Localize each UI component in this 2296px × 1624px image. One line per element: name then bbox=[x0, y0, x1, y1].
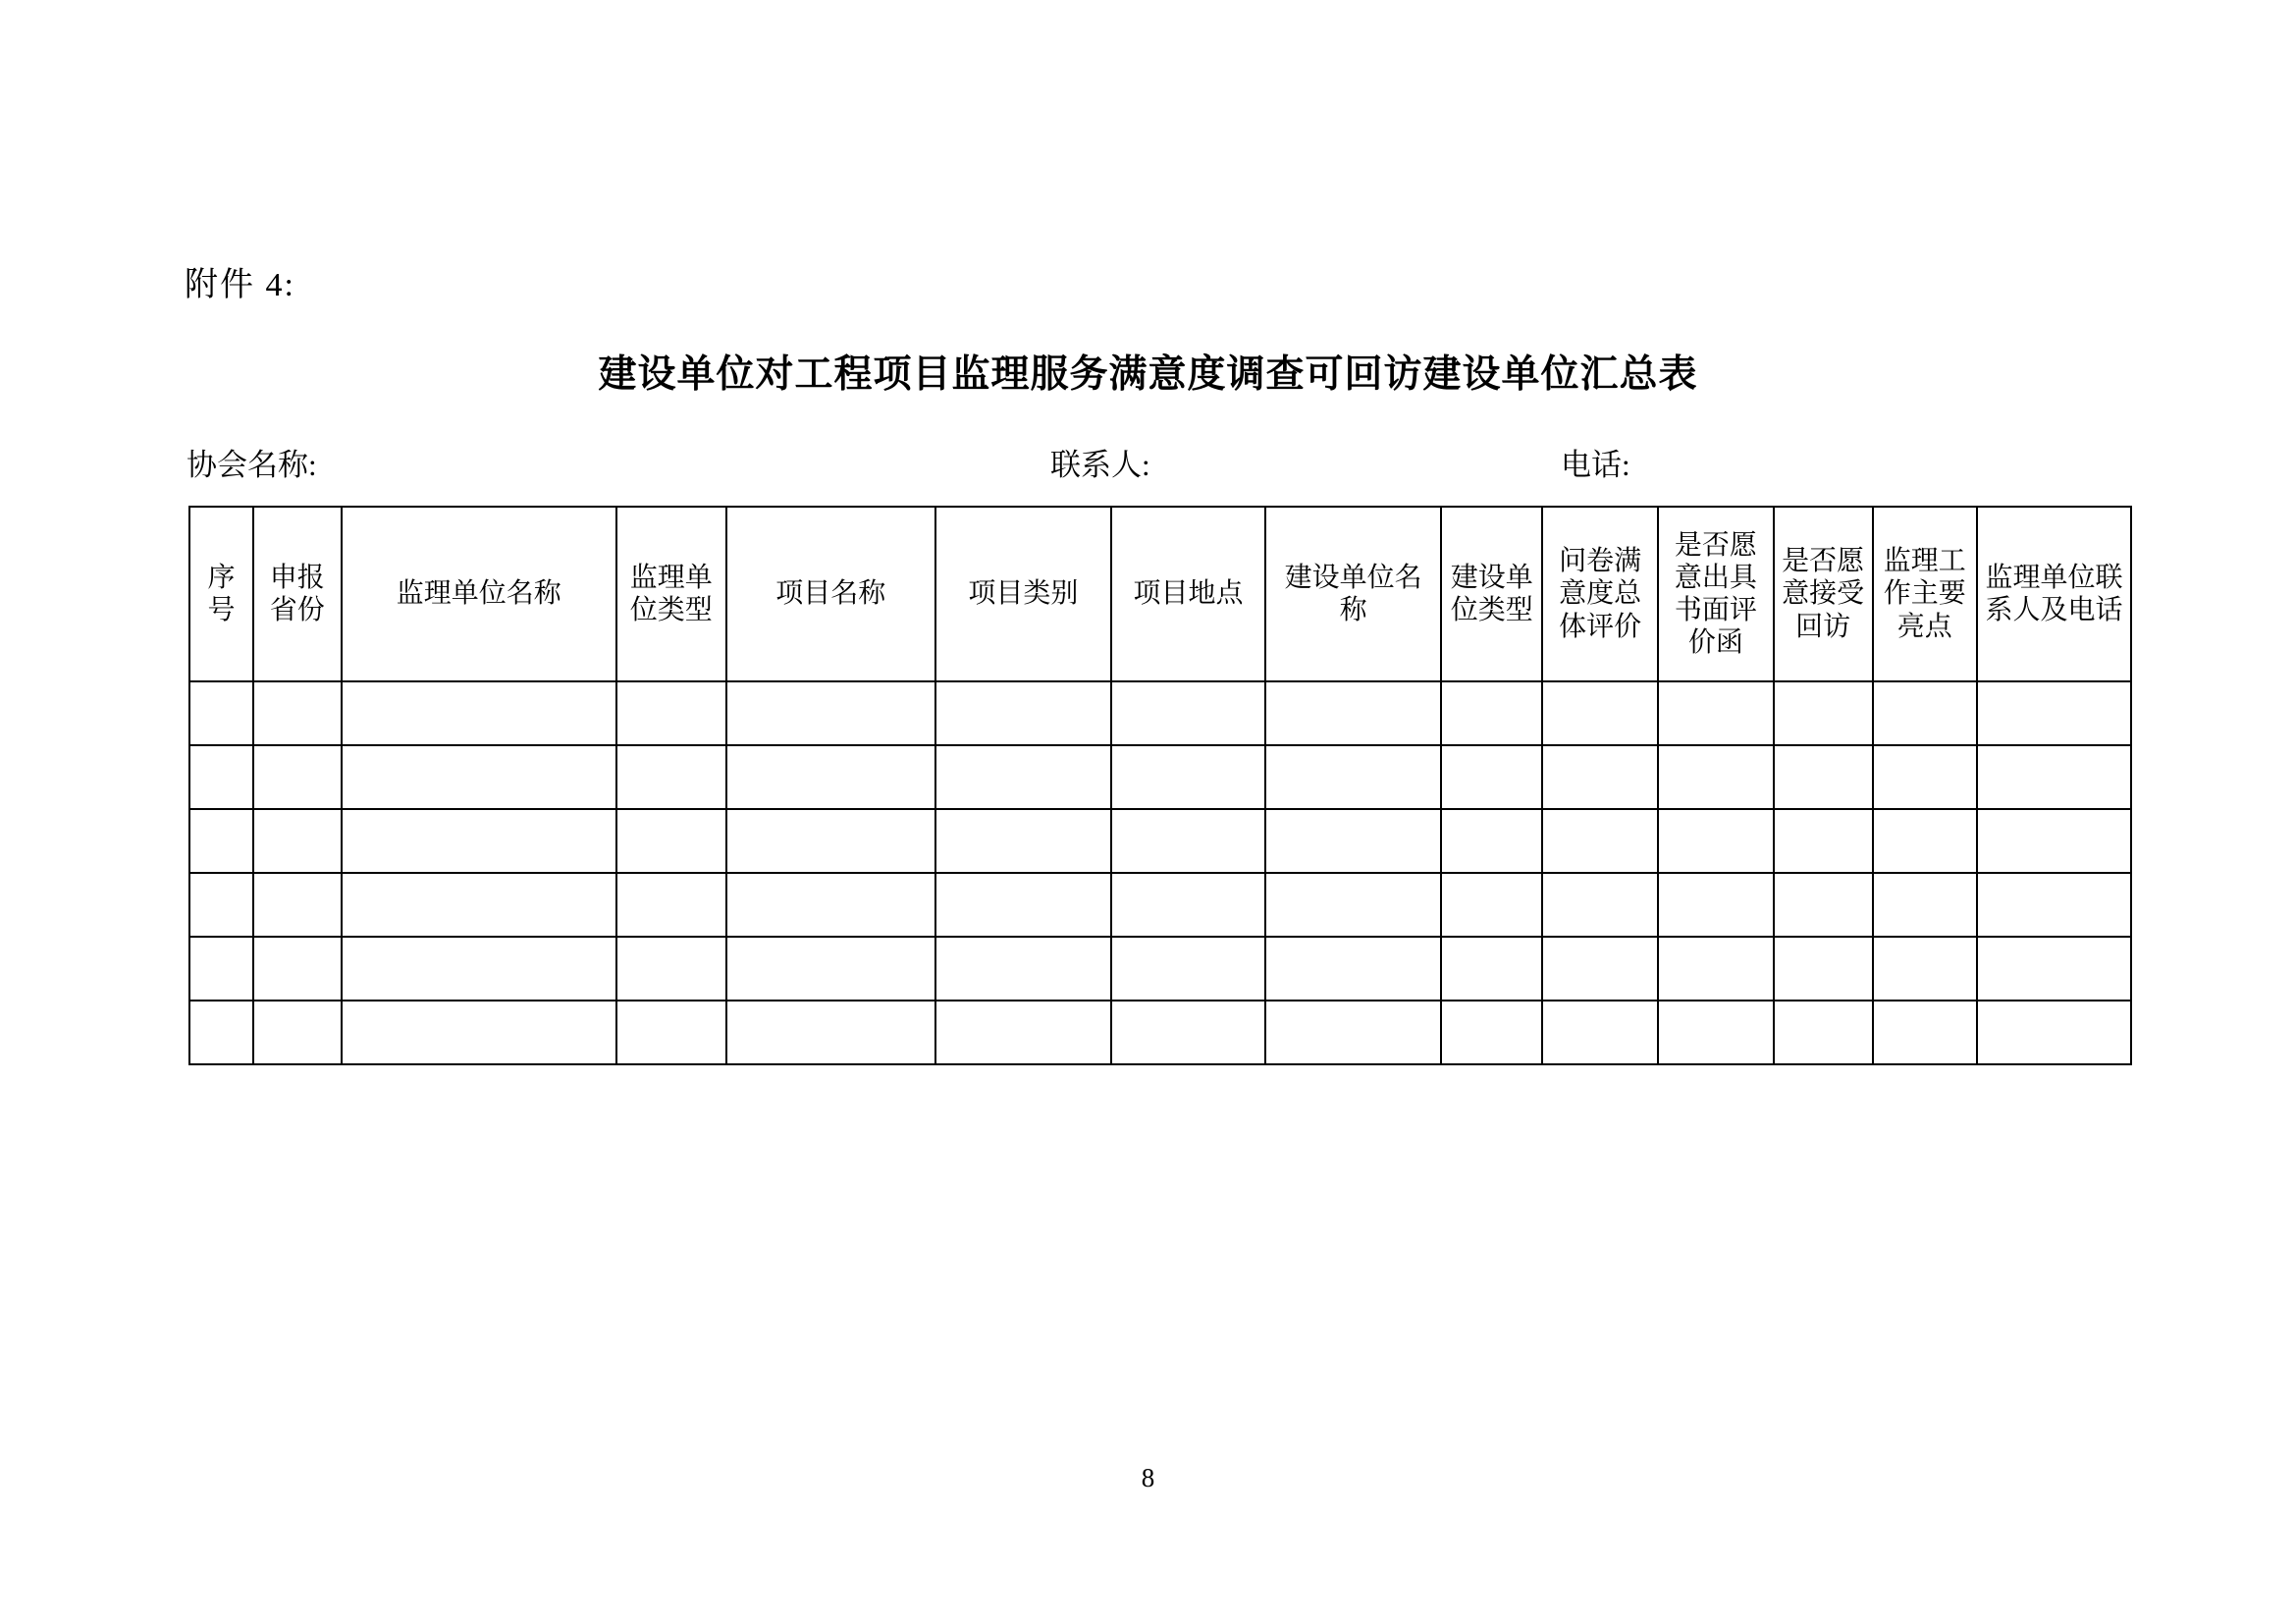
cell-contact-and-phone[interactable] bbox=[1977, 1001, 2131, 1064]
cell-province[interactable] bbox=[253, 937, 342, 1001]
cell-written-evaluation-willingness[interactable] bbox=[1658, 937, 1774, 1001]
cell-construction-unit-type[interactable] bbox=[1441, 937, 1542, 1001]
cell-supervision-unit-name[interactable] bbox=[342, 681, 616, 745]
cell-project-category[interactable] bbox=[935, 873, 1111, 937]
cell-satisfaction-evaluation[interactable] bbox=[1542, 937, 1658, 1001]
cell-construction-unit-name[interactable] bbox=[1265, 873, 1441, 937]
column-header-index bbox=[189, 507, 253, 681]
cell-construction-unit-name[interactable] bbox=[1265, 937, 1441, 1001]
attachment-label: 附件 4: bbox=[185, 267, 295, 303]
cell-supervision-unit-name[interactable] bbox=[342, 937, 616, 1001]
cell-project-name[interactable] bbox=[726, 873, 935, 937]
table-row bbox=[189, 745, 2131, 809]
cell-project-location[interactable] bbox=[1111, 681, 1265, 745]
column-header-construction-unit-type-text: 建设单位类型 bbox=[1450, 562, 1533, 625]
cell-construction-unit-name[interactable] bbox=[1265, 809, 1441, 873]
cell-work-highlights[interactable] bbox=[1873, 809, 1977, 873]
cell-work-highlights[interactable] bbox=[1873, 873, 1977, 937]
cell-construction-unit-type[interactable] bbox=[1441, 809, 1542, 873]
cell-satisfaction-evaluation[interactable] bbox=[1542, 745, 1658, 809]
cell-index[interactable] bbox=[189, 809, 253, 873]
column-header-work-highlights-text: 监理工作主要亮点 bbox=[1883, 546, 1966, 642]
cell-construction-unit-type[interactable] bbox=[1441, 1001, 1542, 1064]
column-header-index-text: 序号 bbox=[207, 562, 236, 625]
column-header-written-evaluation-willingness-text: 是否愿意出具书面评价函 bbox=[1674, 529, 1757, 659]
cell-project-location[interactable] bbox=[1111, 1001, 1265, 1064]
cell-construction-unit-name[interactable] bbox=[1265, 745, 1441, 809]
cell-satisfaction-evaluation[interactable] bbox=[1542, 873, 1658, 937]
cell-revisit-willingness[interactable] bbox=[1774, 809, 1873, 873]
column-header-satisfaction-evaluation bbox=[1542, 507, 1658, 681]
cell-province[interactable] bbox=[253, 873, 342, 937]
cell-construction-unit-name[interactable] bbox=[1265, 1001, 1441, 1064]
column-header-project-name-text: 项目名称 bbox=[775, 578, 886, 610]
contact-person-label: 联系人: bbox=[1050, 448, 1150, 482]
column-header-written-evaluation-willingness bbox=[1658, 507, 1774, 681]
cell-province[interactable] bbox=[253, 681, 342, 745]
column-header-supervision-unit-type bbox=[616, 507, 726, 681]
cell-index[interactable] bbox=[189, 745, 253, 809]
cell-satisfaction-evaluation[interactable] bbox=[1542, 809, 1658, 873]
cell-work-highlights[interactable] bbox=[1873, 681, 1977, 745]
cell-revisit-willingness[interactable] bbox=[1774, 681, 1873, 745]
cell-written-evaluation-willingness[interactable] bbox=[1658, 681, 1774, 745]
cell-contact-and-phone[interactable] bbox=[1977, 937, 2131, 1001]
page-number: 8 bbox=[1141, 1463, 1155, 1492]
column-header-supervision-unit-name bbox=[342, 507, 616, 681]
table-row bbox=[189, 681, 2131, 745]
column-header-project-location bbox=[1111, 507, 1265, 681]
column-header-project-category-text: 项目类别 bbox=[968, 578, 1079, 610]
cell-contact-and-phone[interactable] bbox=[1977, 809, 2131, 873]
column-header-supervision-unit-type-text: 监理单位类型 bbox=[629, 562, 713, 625]
cell-province[interactable] bbox=[253, 745, 342, 809]
cell-project-name[interactable] bbox=[726, 809, 935, 873]
column-header-project-location-text: 项目地点 bbox=[1133, 578, 1244, 610]
column-header-work-highlights bbox=[1873, 507, 1977, 681]
cell-satisfaction-evaluation[interactable] bbox=[1542, 681, 1658, 745]
table-row bbox=[189, 873, 2131, 937]
cell-contact-and-phone[interactable] bbox=[1977, 745, 2131, 809]
meta-row bbox=[187, 440, 2130, 482]
cell-project-name[interactable] bbox=[726, 745, 935, 809]
cell-revisit-willingness[interactable] bbox=[1774, 937, 1873, 1001]
cell-supervision-unit-type[interactable] bbox=[616, 745, 726, 809]
cell-project-category[interactable] bbox=[935, 681, 1111, 745]
association-name-label: 协会名称: bbox=[187, 448, 317, 482]
cell-project-category[interactable] bbox=[935, 745, 1111, 809]
cell-construction-unit-type[interactable] bbox=[1441, 681, 1542, 745]
column-header-construction-unit-type bbox=[1441, 507, 1542, 681]
cell-province[interactable] bbox=[253, 809, 342, 873]
column-header-supervision-unit-name-text: 监理单位名称 bbox=[396, 578, 561, 610]
cell-index[interactable] bbox=[189, 681, 253, 745]
cell-project-location[interactable] bbox=[1111, 809, 1265, 873]
column-header-satisfaction-evaluation-text: 问卷满意度总体评价 bbox=[1559, 546, 1642, 642]
cell-written-evaluation-willingness[interactable] bbox=[1658, 873, 1774, 937]
column-header-construction-unit-name-text: 建设单位名称 bbox=[1284, 562, 1422, 625]
column-header-contact-and-phone-text: 监理单位联系人及电话 bbox=[1985, 562, 2123, 625]
cell-revisit-willingness[interactable] bbox=[1774, 873, 1873, 937]
column-header-construction-unit-name bbox=[1265, 507, 1441, 681]
cell-index[interactable] bbox=[189, 1001, 253, 1064]
phone-label: 电话: bbox=[1561, 448, 1630, 482]
cell-project-name[interactable] bbox=[726, 1001, 935, 1064]
cell-revisit-willingness[interactable] bbox=[1774, 1001, 1873, 1064]
cell-supervision-unit-name[interactable] bbox=[342, 873, 616, 937]
cell-project-name[interactable] bbox=[726, 937, 935, 1001]
cell-project-category[interactable] bbox=[935, 809, 1111, 873]
cell-project-name[interactable] bbox=[726, 681, 935, 745]
cell-written-evaluation-willingness[interactable] bbox=[1658, 809, 1774, 873]
page-title: 建设单位对工程项目监理服务满意度调查可回访建设单位汇总表 bbox=[598, 353, 1698, 396]
cell-construction-unit-type[interactable] bbox=[1441, 745, 1542, 809]
cell-revisit-willingness[interactable] bbox=[1774, 745, 1873, 809]
cell-index[interactable] bbox=[189, 937, 253, 1001]
table-row bbox=[189, 1001, 2131, 1064]
cell-construction-unit-type[interactable] bbox=[1441, 873, 1542, 937]
cell-satisfaction-evaluation[interactable] bbox=[1542, 1001, 1658, 1064]
column-header-contact-and-phone bbox=[1977, 507, 2131, 681]
column-header-project-name bbox=[726, 507, 935, 681]
column-header-revisit-willingness bbox=[1774, 507, 1873, 681]
cell-supervision-unit-type[interactable] bbox=[616, 937, 726, 1001]
cell-contact-and-phone[interactable] bbox=[1977, 873, 2131, 937]
table-header-row bbox=[189, 507, 2131, 681]
cell-construction-unit-name[interactable] bbox=[1265, 681, 1441, 745]
column-header-project-category bbox=[935, 507, 1111, 681]
cell-project-category[interactable] bbox=[935, 937, 1111, 1001]
cell-work-highlights[interactable] bbox=[1873, 745, 1977, 809]
survey-summary-table bbox=[188, 506, 2132, 1065]
cell-supervision-unit-name[interactable] bbox=[342, 809, 616, 873]
column-header-province-text: 申报省份 bbox=[269, 562, 325, 625]
cell-supervision-unit-type[interactable] bbox=[616, 681, 726, 745]
cell-written-evaluation-willingness[interactable] bbox=[1658, 1001, 1774, 1064]
cell-province[interactable] bbox=[253, 1001, 342, 1064]
cell-project-location[interactable] bbox=[1111, 873, 1265, 937]
cell-project-location[interactable] bbox=[1111, 937, 1265, 1001]
cell-written-evaluation-willingness[interactable] bbox=[1658, 745, 1774, 809]
column-header-province bbox=[253, 507, 342, 681]
cell-project-location[interactable] bbox=[1111, 745, 1265, 809]
table-row bbox=[189, 809, 2131, 873]
cell-index[interactable] bbox=[189, 873, 253, 937]
cell-supervision-unit-name[interactable] bbox=[342, 745, 616, 809]
table-body bbox=[189, 681, 2131, 1064]
cell-supervision-unit-type[interactable] bbox=[616, 1001, 726, 1064]
table-row bbox=[189, 937, 2131, 1001]
cell-contact-and-phone[interactable] bbox=[1977, 681, 2131, 745]
column-header-revisit-willingness-text: 是否愿意接受回访 bbox=[1782, 546, 1865, 642]
cell-work-highlights[interactable] bbox=[1873, 1001, 1977, 1064]
cell-supervision-unit-type[interactable] bbox=[616, 873, 726, 937]
cell-supervision-unit-type[interactable] bbox=[616, 809, 726, 873]
cell-work-highlights[interactable] bbox=[1873, 937, 1977, 1001]
cell-project-category[interactable] bbox=[935, 1001, 1111, 1064]
cell-supervision-unit-name[interactable] bbox=[342, 1001, 616, 1064]
